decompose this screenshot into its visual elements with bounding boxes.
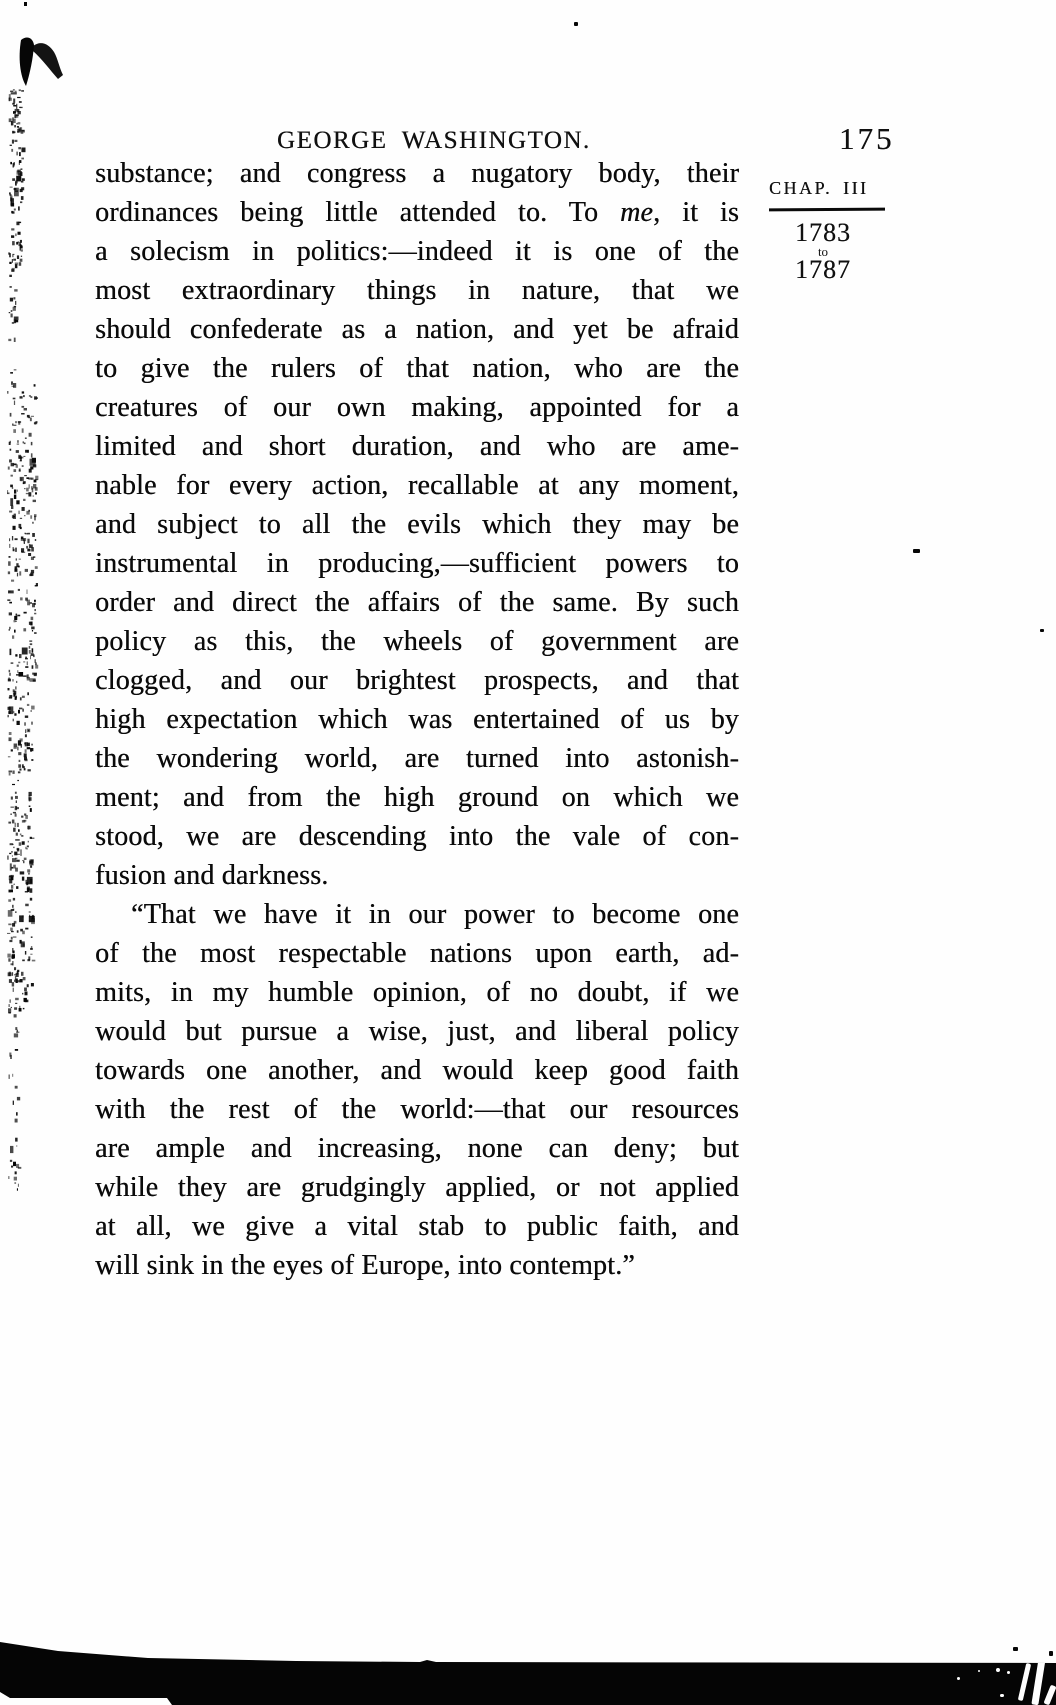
text-line: with the rest of the world:—that our resources (95, 1094, 739, 1125)
text-line: are ample and increasing, none can deny; but (95, 1133, 739, 1164)
ink-speck (1040, 629, 1044, 632)
text-line: most extraordinary things in nature, that we (95, 275, 739, 306)
margin-years (789, 220, 857, 283)
ink-speck (913, 549, 920, 553)
ink-speck (574, 22, 578, 26)
text-segment: ordinances being little attended to. To (95, 197, 620, 228)
text-line: clogged, and our brightest prospects, and that (95, 665, 739, 696)
text-line: to give the rulers of that nation, who are the (95, 353, 739, 384)
text-line: substance; and congress a nugatory body, their (95, 158, 739, 189)
text-line: ment; and from the high ground on which we (95, 782, 739, 813)
scan-bottom-bar (0, 1630, 1056, 1705)
body-text (95, 154, 739, 1285)
ink-speck (1049, 1651, 1053, 1656)
text-line: stood, we are descending into the vale of con- (95, 821, 739, 852)
year-end: 1787 (795, 255, 851, 284)
text-line: order and direct the affairs of the same. By such (95, 587, 739, 618)
italic-word: me (620, 197, 654, 228)
text-line: should confederate as a nation, and yet be afraid (95, 314, 739, 345)
scan-scratch (978, 1670, 980, 1672)
text-line: will sink in the eyes of Europe, into contempt.” (95, 1250, 635, 1281)
margin-notes (769, 178, 889, 284)
scan-scratch (996, 1668, 1000, 1672)
text-line: would but pursue a wise, just, and liberal policy (95, 1016, 739, 1047)
scan-scratch (1018, 1663, 1031, 1701)
year-to-label: to (817, 244, 829, 259)
text-line: the wondering world, are turned into astonish- (95, 743, 739, 774)
page-number: 175 (839, 121, 895, 156)
text-line: at all, we give a vital stab to public faith, and (95, 1211, 739, 1242)
year-start: 1783 (795, 218, 851, 247)
ink-speck (24, 2, 27, 6)
text-line: limited and short duration, and who are ame- (95, 431, 739, 462)
chapter-label: CHAP. III (769, 178, 869, 198)
text-line: nable for every action, recallable at any moment, (95, 470, 739, 501)
text-line: policy as this, the wheels of government are (95, 626, 739, 657)
text-line: a solecism in politics:—indeed it is one of the (95, 236, 739, 267)
scan-gutter-shadow (0, 0, 70, 1705)
scan-scratch (1031, 1658, 1045, 1705)
text-line: and subject to all the evils which they may be (95, 509, 739, 540)
scan-ink-hook (33, 43, 63, 79)
text-line (95, 193, 739, 232)
text-line: instrumental in producing,—sufficient powers to (95, 548, 739, 579)
scan-scratch (1007, 1671, 1010, 1674)
scan-scratch (1000, 1694, 1004, 1697)
scan-ink-blob (20, 38, 34, 86)
text-line: creatures of our own making, appointed for a (95, 392, 739, 423)
scan-scratch (957, 1677, 960, 1680)
text-segment: , it is (653, 197, 740, 228)
text-line: towards one another, and would keep good faith (95, 1055, 739, 1086)
text-line: of the most respectable nations upon earth, ad- (95, 938, 739, 969)
text-line: mits, in my humble opinion, of no doubt, if we (95, 977, 739, 1008)
scan-scratch (1043, 1685, 1056, 1705)
ink-speck (1013, 1647, 1018, 1651)
text-line: “That we have it in our power to become one (131, 899, 739, 930)
text-line: fusion and darkness. (95, 860, 329, 891)
text-line: high expectation which was entertained of us by (95, 704, 739, 735)
text-line: while they are grudgingly applied, or not applied (95, 1172, 739, 1203)
running-head: GEORGE WASHINGTON. (277, 127, 591, 154)
margin-rule (769, 208, 885, 212)
